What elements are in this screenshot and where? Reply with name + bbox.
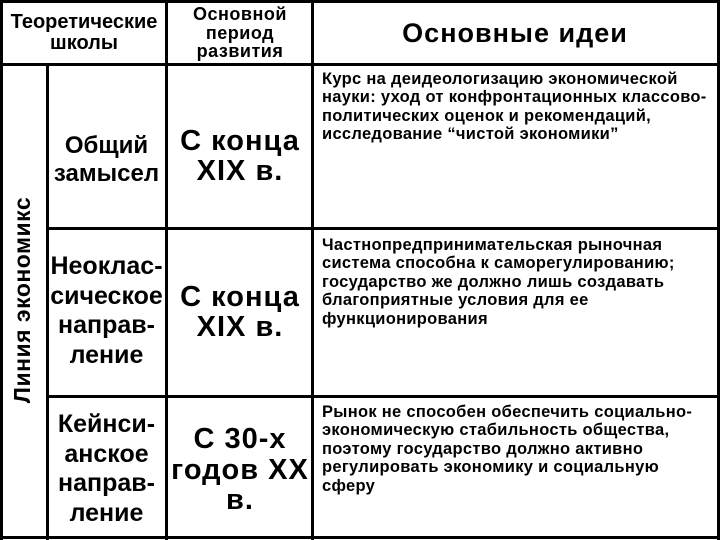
table-border-top	[0, 0, 720, 3]
header-period: Основной период развития	[193, 3, 287, 62]
row-3-ideas: Рынок не способен обеспечить социально-экономическую стабильность общества, поэтому государство должно активно регулировать экономику и социальную сферу	[322, 403, 693, 495]
row-divider-1	[48, 227, 720, 230]
row-2-period: С конца XIX в.	[180, 280, 300, 343]
row-divider-2	[48, 395, 720, 398]
column-divider-2	[311, 0, 314, 540]
header-schools: Теоретические школы	[10, 11, 158, 54]
header-ideas: Основные идеи	[402, 17, 628, 48]
row-1-school: Общий замысел	[53, 131, 160, 187]
side-label: Линия экономикс	[8, 196, 35, 404]
row-3-school: Кейнси-анское направ-ление	[57, 410, 156, 527]
column-divider-1	[165, 0, 168, 540]
row-1-ideas: Курс на деидеологизацию экономической науки: уход от конфронтационных классово-политических оценок и рекомендаций, исследование “чистой экономики”	[322, 70, 707, 144]
table-border-left	[0, 0, 3, 540]
row-1-period: С конца XIX в.	[180, 124, 300, 187]
side-label-divider	[46, 64, 49, 540]
row-3-period: С 30-х годов XX в.	[171, 423, 309, 517]
row-2-school: Неоклас-сическое направ-ление	[50, 252, 163, 369]
row-2-ideas: Частнопредпринимательская рыночная система способна к саморегулированию; государство же должно лишь создавать благоприятные условия для ее функционирования	[322, 236, 675, 328]
header-divider	[0, 63, 720, 66]
table-border-bottom	[0, 536, 720, 539]
